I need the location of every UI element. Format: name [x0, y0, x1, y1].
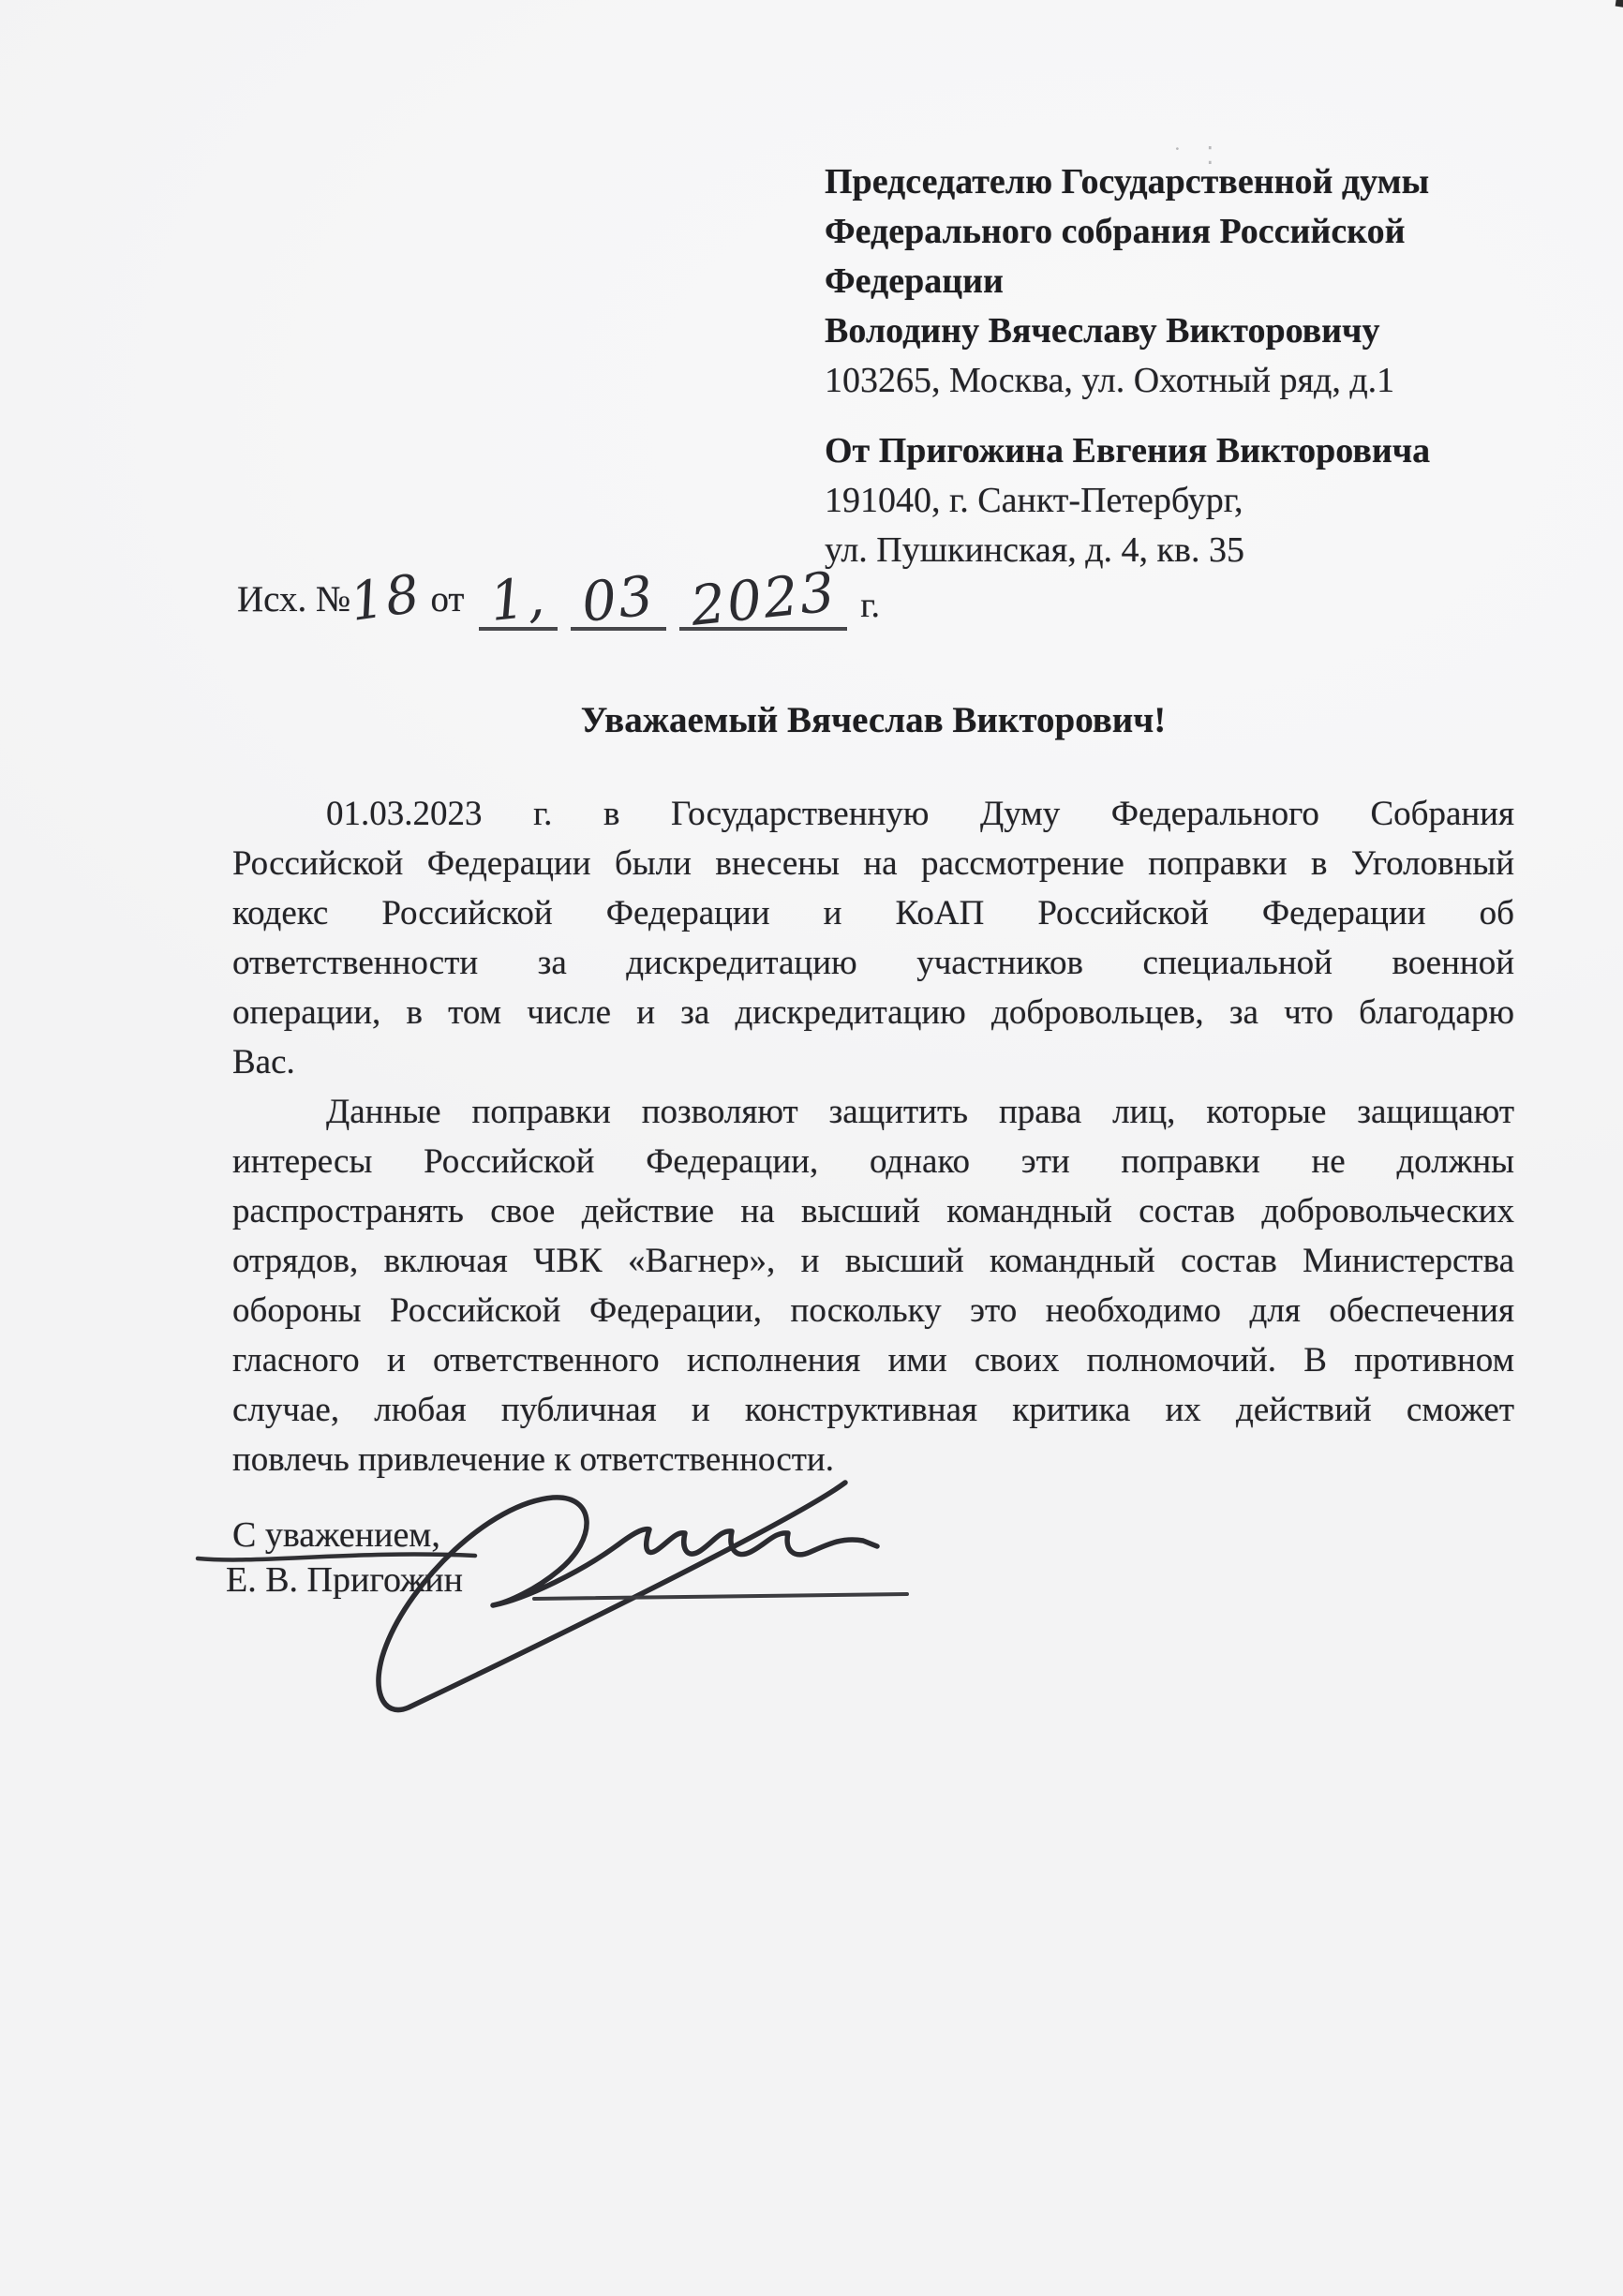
body-line: случае, любая публичная и конструктивная критика их действий сможет — [232, 1391, 1514, 1429]
date-segment-underlined — [479, 564, 557, 634]
handwritten-date-text: 03 — [578, 563, 658, 634]
body-line: обороны Российской Федерации, поскольку это необходимо для обеспечения — [232, 1291, 1514, 1330]
body-line: распространять свое действие на высший командный состав добровольческих — [232, 1192, 1514, 1230]
ref-from-label: от — [430, 579, 465, 620]
handwritten-outgoing-number: 18 — [347, 563, 425, 634]
body-line: операции, в том числе и за дискредитацию добровольцев, за что благодарю — [232, 993, 1514, 1032]
date-segment-underlined — [679, 559, 848, 639]
body-line: отрядов, включая ЧВК «Вагнер», и высший командный состав Министерства — [232, 1242, 1514, 1280]
body-line: 01.03.2023 г. в Государственную Думу Федерального Собрания — [326, 795, 1514, 833]
body-line: ответственности за дискредитацию участников специальной военной — [232, 944, 1514, 982]
recipient-block — [825, 157, 1509, 575]
closing-regards: С уважением, — [232, 1515, 440, 1555]
handwritten-date — [479, 559, 860, 639]
scan-smudge: ˙ ⁚ — [1173, 142, 1224, 170]
handwritten-date-text: 2023 — [687, 559, 840, 639]
handwritten-date-text: 1, — [487, 564, 550, 634]
body-line: гласного и ответственного исполнения ими своих полномочий. В противном — [232, 1341, 1514, 1379]
recipient-line: Председателю Государственной думы — [825, 162, 1430, 201]
ref-prefix: Исх. № — [237, 579, 351, 620]
date-segment-underlined — [571, 563, 666, 634]
body-line: Российской Федерации были внесены на рассмотрение поправки в Уголовный — [232, 844, 1514, 883]
handwritten-signature — [365, 1471, 928, 1734]
recipient-line: Федерального собрания Российской — [825, 212, 1406, 251]
recipient-line: Володину Вячеславу Викторовичу — [825, 311, 1380, 350]
body-line: Вас. — [232, 1043, 295, 1081]
signatory-name: Е. В. Пригожин — [226, 1560, 463, 1600]
body-line: Данные поправки позволяют защитить права лиц, которые защищают — [326, 1093, 1514, 1131]
salutation: Уважаемый Вячеслав Викторович! — [580, 700, 1167, 740]
reference-line — [237, 559, 881, 639]
body-line: кодекс Российской Федерации и КоАП Российской Федерации об — [232, 894, 1514, 932]
letter-body — [232, 789, 1514, 1484]
recipient-line: 191040, г. Санкт-Петербург, — [825, 481, 1243, 520]
recipient-line: Федерации — [825, 261, 1004, 301]
body-line: повлечь привлечение к ответственности. — [232, 1440, 834, 1479]
recipient-line: От Пригожина Евгения Викторовича — [825, 431, 1431, 470]
recipient-line: ул. Пушкинская, д. 4, кв. 35 — [825, 530, 1244, 570]
recipient-line: 103265, Москва, ул. Охотный ряд, д.1 — [825, 361, 1395, 400]
scan-edge-mark — [1616, 0, 1623, 7]
ref-year-suffix: г. — [860, 586, 881, 626]
body-line: интересы Российской Федерации, однако эти поправки не должны — [232, 1142, 1514, 1181]
